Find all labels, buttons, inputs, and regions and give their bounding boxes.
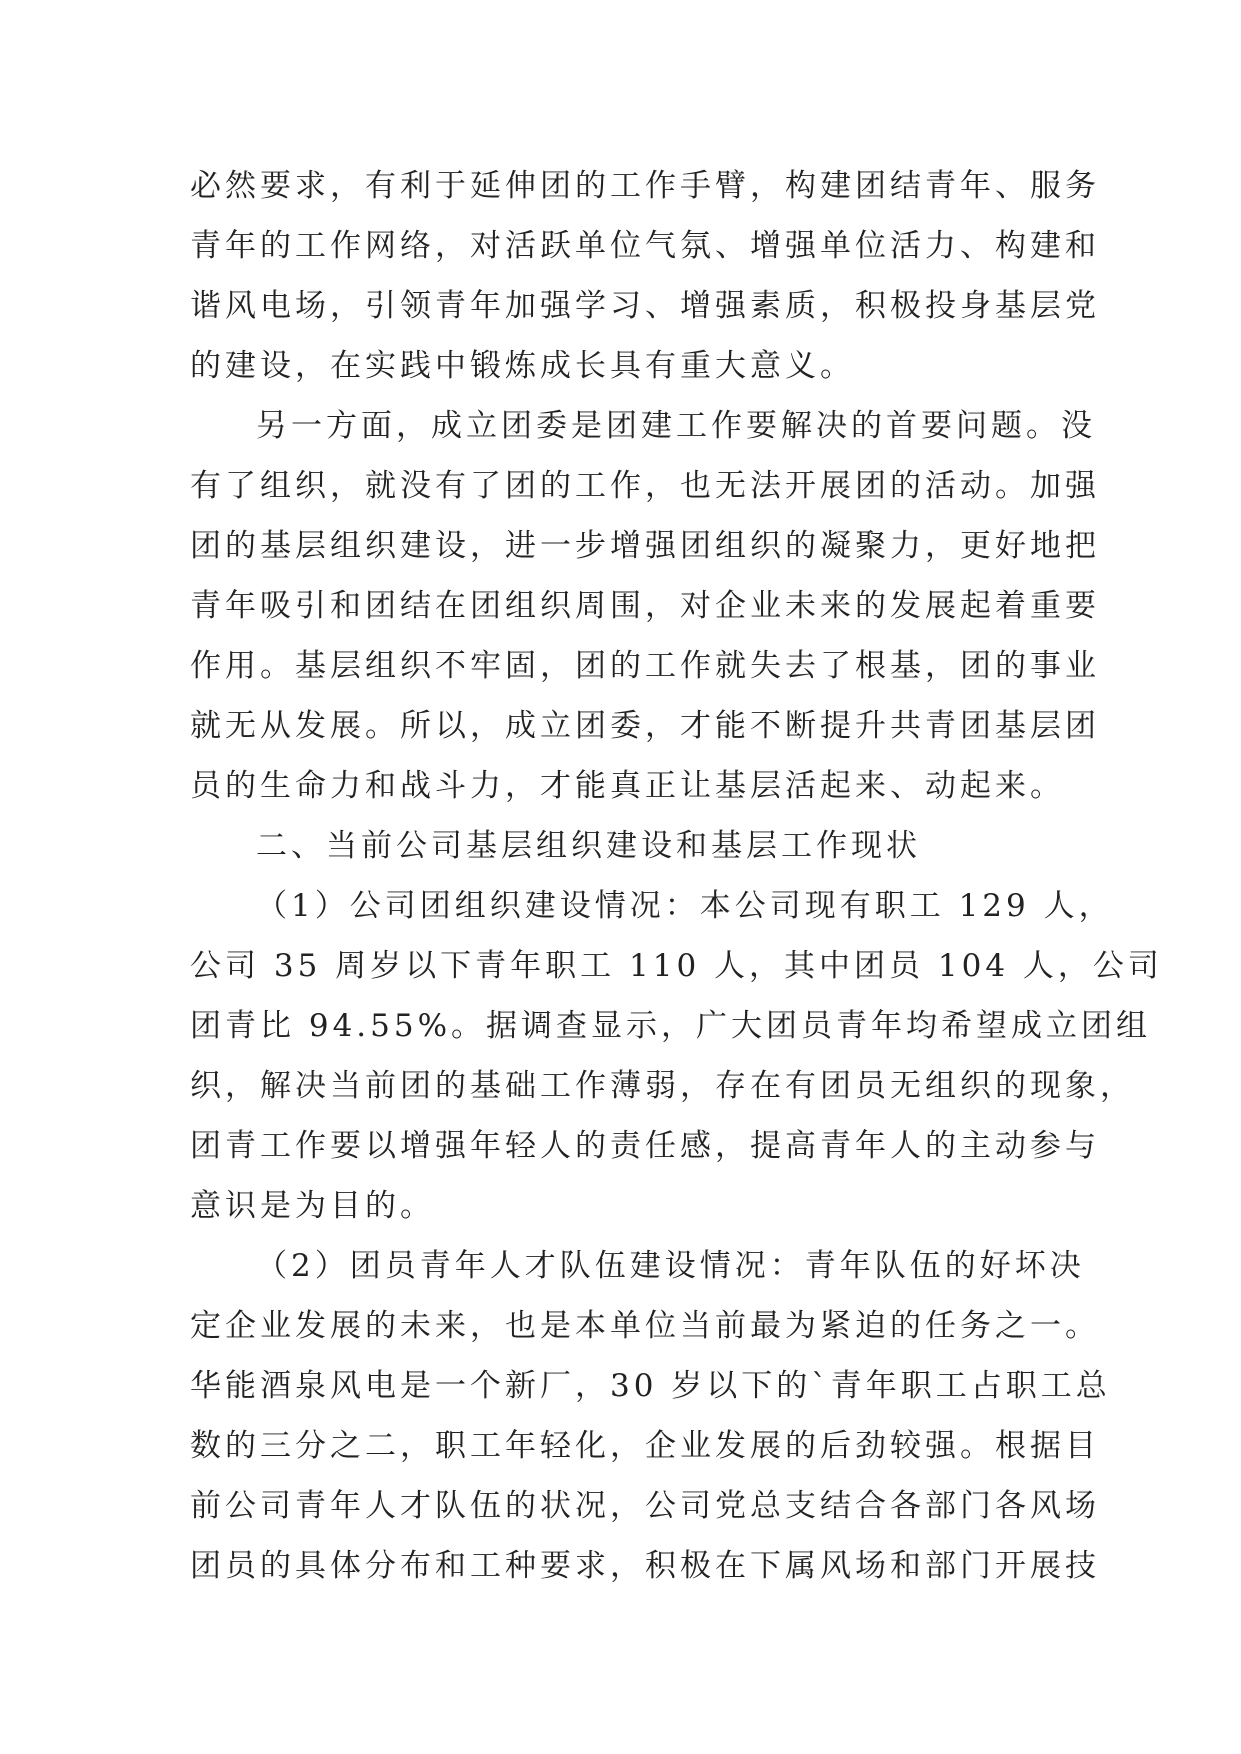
text-line: （1）公司团组织建设情况：本公司现有职工 129 人， <box>256 888 1114 924</box>
document-body <box>190 156 1163 1596</box>
text-line: 另一方面，成立团委是团建工作要解决的首要问题。没 <box>256 408 1096 444</box>
text-line: 青年吸引和团结在团组织周围，对企业未来的发展起着重要 <box>190 588 1100 624</box>
text-line: 华能酒泉风电是一个新厂，30 岁以下的`青年职工占职工总 <box>190 1368 1111 1404</box>
text-line: 前公司青年人才队伍的状况，公司党总支结合各部门各风场 <box>190 1488 1100 1524</box>
text-line: 就无从发展。所以，成立团委，才能不断提升共青团基层团 <box>190 708 1100 744</box>
paragraph-1 <box>190 156 1100 396</box>
text-line: 数的三分之二，职工年轻化，企业发展的后劲较强。根据目 <box>190 1428 1100 1464</box>
text-line: 公司 35 周岁以下青年职工 110 人，其中团员 104 人，公司 <box>190 948 1163 984</box>
text-line: 团员的具体分布和工种要求，积极在下属风场和部门开展技 <box>190 1548 1100 1584</box>
text-line: （2）团员青年人才队伍建设情况：青年队伍的好坏决 <box>256 1248 1085 1284</box>
text-line: 定企业发展的未来，也是本单位当前最为紧迫的任务之一。 <box>190 1308 1100 1344</box>
text-line: 必然要求，有利于延伸团的工作手臂，构建团结青年、服务 <box>190 168 1100 204</box>
text-line: 青年的工作网络，对活跃单位气氛、增强单位活力、构建和 <box>190 228 1100 264</box>
text-line: 团青工作要以增强年轻人的责任感，提高青年人的主动参与 <box>190 1128 1100 1164</box>
text-line: 员的生命力和战斗力，才能真正让基层活起来、动起来。 <box>190 768 1065 804</box>
section-heading <box>190 816 1052 876</box>
text-line: 谐风电场，引领青年加强学习、增强素质，积极投身基层党 <box>190 288 1100 324</box>
paragraph-2 <box>190 396 1100 816</box>
text-line: 织，解决当前团的基础工作薄弱，存在有团员无组织的现象， <box>190 1068 1135 1104</box>
text-line: 作用。基层组织不牢固，团的工作就失去了根基，团的事业 <box>190 648 1100 684</box>
paragraph-3 <box>190 876 1163 1236</box>
paragraph-4 <box>190 1236 1111 1596</box>
text-line: 意识是为目的。 <box>190 1188 435 1224</box>
text-line: 团青比 94.55%。据调查显示，广大团员青年均希望成立团组 <box>190 1008 1152 1044</box>
text-line: 的建设，在实践中锻炼成长具有重大意义。 <box>190 348 855 384</box>
text-line: 有了组织，就没有了团的工作，也无法开展团的活动。加强 <box>190 468 1100 504</box>
section-heading-text: 二、当前公司基层组织建设和基层工作现状 <box>256 828 921 864</box>
text-line: 团的基层组织建设，进一步增强团组织的凝聚力，更好地把 <box>190 528 1100 564</box>
